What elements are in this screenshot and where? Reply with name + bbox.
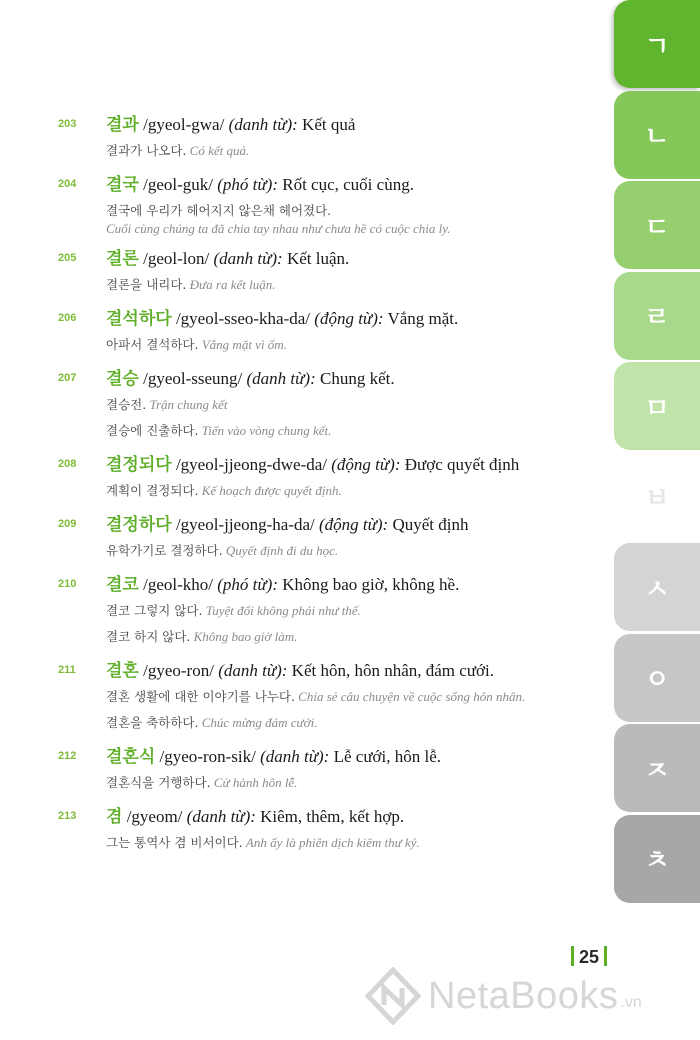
example-vietnamese: Có kết quả. bbox=[189, 143, 250, 158]
tab-letter[interactable]: ㅇ bbox=[614, 634, 700, 722]
example-line bbox=[106, 684, 598, 710]
dictionary-entry bbox=[58, 658, 598, 736]
part-of-speech: (động từ): bbox=[314, 309, 384, 328]
dictionary-entry bbox=[58, 246, 598, 298]
entry-headline bbox=[106, 572, 598, 598]
tab-letter[interactable]: ㅁ bbox=[614, 362, 700, 450]
dictionary-entry bbox=[58, 172, 598, 238]
dictionary-entry bbox=[58, 112, 598, 164]
page-number-bar-left bbox=[571, 946, 574, 966]
example-korean: 결국에 우리가 헤어지지 않은채 헤어졌다. bbox=[106, 203, 332, 218]
entry-number: 211 bbox=[58, 664, 76, 676]
meaning: Lễ cưới, hôn lễ. bbox=[333, 747, 442, 766]
entry-list bbox=[58, 112, 598, 864]
example-korean: 결코 하지 않다. bbox=[106, 629, 191, 644]
example-line bbox=[106, 830, 598, 856]
korean-word: 결코 bbox=[106, 575, 139, 595]
part-of-speech: (danh từ): bbox=[218, 661, 288, 680]
korean-word: 결석하다 bbox=[106, 309, 172, 329]
example-korean: 결승전. bbox=[106, 397, 147, 412]
romanization: /gyeol-sseo-kha-da/ bbox=[175, 309, 311, 328]
meaning: Không bao giờ, không hề. bbox=[282, 575, 460, 594]
meaning: Rốt cục, cuối cùng. bbox=[282, 175, 414, 194]
example-vietnamese: Vắng mặt vì ốm. bbox=[201, 337, 287, 352]
example-line bbox=[106, 624, 598, 650]
dictionary-entry bbox=[58, 804, 598, 856]
entry-number: 204 bbox=[58, 178, 77, 190]
example-vietnamese: Chúc mừng đám cưới. bbox=[201, 715, 318, 730]
entry-number: 210 bbox=[58, 578, 77, 590]
entry-number: 208 bbox=[58, 458, 77, 470]
entry-number: 209 bbox=[58, 518, 77, 530]
part-of-speech: (danh từ): bbox=[246, 369, 316, 388]
tab-letter[interactable]: ㅈ bbox=[614, 724, 700, 812]
example-korean: 결혼을 축하하다. bbox=[106, 715, 199, 730]
example-korean: 유학가기로 결정하다. bbox=[106, 543, 223, 558]
romanization: /gyeom/ bbox=[126, 807, 183, 826]
korean-word: 결정되다 bbox=[106, 455, 172, 475]
dictionary-entry bbox=[58, 452, 598, 504]
example-vietnamese: Quyết định đi du học. bbox=[225, 543, 339, 558]
korean-word: 결국 bbox=[106, 175, 139, 195]
part-of-speech: (danh từ): bbox=[228, 115, 298, 134]
example-vietnamese: Chia sẻ câu chuyện về cuộc sống hôn nhân. bbox=[298, 689, 526, 704]
example-korean: 결과가 나오다. bbox=[106, 143, 187, 158]
romanization: /gyeol-sseung/ bbox=[143, 369, 243, 388]
entry-number: 206 bbox=[58, 312, 77, 324]
entry-number: 203 bbox=[58, 118, 77, 130]
part-of-speech: (phó từ): bbox=[217, 175, 278, 194]
meaning: Kết quả bbox=[302, 115, 356, 134]
example-line bbox=[106, 478, 598, 504]
part-of-speech: (động từ): bbox=[318, 515, 389, 534]
part-of-speech: (danh từ): bbox=[260, 747, 330, 766]
entry-headline bbox=[106, 744, 598, 770]
korean-word: 결승 bbox=[106, 369, 139, 389]
example-vietnamese: Trận chung kết bbox=[149, 397, 228, 412]
example-korean: 결승에 진출하다. bbox=[106, 423, 199, 438]
example-line bbox=[106, 538, 598, 564]
entry-number: 205 bbox=[58, 252, 77, 264]
entry-headline bbox=[106, 366, 598, 392]
entry-headline bbox=[106, 452, 598, 478]
tab-letter[interactable]: ㄴ bbox=[614, 91, 700, 179]
dictionary-entry bbox=[58, 366, 598, 444]
example-line bbox=[106, 710, 598, 736]
example-korean: 결혼 생활에 대한 이야기를 나누다. bbox=[106, 689, 295, 704]
romanization: /gyeol-jjeong-ha-da/ bbox=[175, 515, 315, 534]
dictionary-entry bbox=[58, 744, 598, 796]
korean-word: 결혼식 bbox=[106, 747, 156, 767]
entry-number: 207 bbox=[58, 372, 77, 384]
dictionary-entry bbox=[58, 306, 598, 358]
entry-headline bbox=[106, 804, 598, 830]
watermark bbox=[364, 964, 694, 1028]
korean-word: 결혼 bbox=[106, 661, 139, 681]
dictionary-entry bbox=[58, 572, 598, 650]
romanization: /geol-lon/ bbox=[143, 249, 210, 268]
example-line bbox=[106, 770, 598, 796]
entry-headline bbox=[106, 112, 598, 138]
example-vietnamese: Cử hành hôn lễ. bbox=[213, 775, 298, 790]
dictionary-entry bbox=[58, 512, 598, 564]
romanization: /geol-kho/ bbox=[143, 575, 213, 594]
example-line bbox=[106, 272, 598, 298]
example-korean: 계획이 결정되다. bbox=[106, 483, 199, 498]
korean-word: 결과 bbox=[106, 115, 139, 135]
meaning: Kiêm, thêm, kết hợp. bbox=[260, 807, 405, 826]
example-vietnamese: Không bao giờ làm. bbox=[193, 629, 298, 644]
example-korean: 결코 그렇지 않다. bbox=[106, 603, 203, 618]
romanization: /geol-guk/ bbox=[143, 175, 213, 194]
meaning: Vắng mặt. bbox=[387, 309, 459, 328]
entry-headline bbox=[106, 172, 598, 198]
part-of-speech: (danh từ): bbox=[186, 807, 256, 826]
example-korean: 결론을 내리다. bbox=[106, 277, 187, 292]
tab-letter[interactable]: ㅅ bbox=[614, 543, 700, 631]
entry-headline bbox=[106, 512, 598, 538]
example-korean: 그는 통역사 겸 비서이다. bbox=[106, 835, 243, 850]
example-korean: 결혼식을 거행하다. bbox=[106, 775, 211, 790]
example-vietnamese: Đưa ra kết luận. bbox=[189, 277, 276, 292]
tab-letter[interactable]: ㅊ bbox=[614, 815, 700, 903]
page-number-value: 25 bbox=[579, 947, 600, 967]
netabooks-logo-icon bbox=[364, 967, 422, 1025]
meaning: Kết luận. bbox=[286, 249, 350, 268]
meaning: Kết hôn, hôn nhân, đám cưới. bbox=[291, 661, 495, 680]
entry-headline bbox=[106, 246, 598, 272]
example-vietnamese: Tuyệt đối không phải như thế. bbox=[205, 603, 361, 618]
korean-word: 겸 bbox=[106, 807, 123, 827]
example-line bbox=[106, 418, 598, 444]
romanization: /gyeol-jjeong-dwe-da/ bbox=[175, 455, 328, 474]
example-line bbox=[106, 332, 598, 358]
meaning: Quyết định bbox=[392, 515, 469, 534]
example-line bbox=[106, 392, 598, 418]
page-number-bar-right bbox=[604, 946, 607, 966]
example-korean: 아파서 결석하다. bbox=[106, 337, 199, 352]
example-vietnamese-line: Cuối cùng chúng ta đã chia tay nhau như chưa hề có cuộc chia ly. bbox=[106, 221, 451, 236]
tab-letter[interactable]: ㅂ bbox=[614, 453, 700, 541]
korean-word: 결론 bbox=[106, 249, 139, 269]
tab-letter[interactable]: ㄹ bbox=[614, 272, 700, 360]
example-line bbox=[106, 598, 598, 624]
romanization: /gyeol-gwa/ bbox=[143, 115, 225, 134]
tab-letter[interactable]: ㄱ bbox=[614, 0, 700, 88]
example-vietnamese: Anh ấy là phiên dịch kiêm thư ký. bbox=[245, 835, 420, 850]
part-of-speech: (danh từ): bbox=[213, 249, 283, 268]
part-of-speech: (động từ): bbox=[331, 455, 401, 474]
meaning: Được quyết định bbox=[404, 455, 520, 474]
entry-number: 213 bbox=[58, 810, 77, 822]
korean-word: 결정하다 bbox=[106, 515, 172, 535]
meaning: Chung kết. bbox=[320, 369, 395, 388]
example-vietnamese: Kế hoạch được quyết định. bbox=[201, 483, 342, 498]
entry-headline bbox=[106, 658, 598, 684]
part-of-speech: (phó từ): bbox=[217, 575, 278, 594]
entry-headline bbox=[106, 306, 598, 332]
tab-letter[interactable]: ㄷ bbox=[614, 181, 700, 269]
entry-number: 212 bbox=[58, 750, 77, 762]
watermark-suffix: .vn bbox=[620, 994, 642, 1011]
watermark-brand: NetaBooks bbox=[428, 974, 619, 1017]
example-vietnamese: Tiến vào vòng chung kết. bbox=[201, 423, 332, 438]
romanization: /gyeo-ron-sik/ bbox=[159, 747, 256, 766]
romanization: /gyeo-ron/ bbox=[143, 661, 214, 680]
example-line bbox=[106, 138, 598, 164]
